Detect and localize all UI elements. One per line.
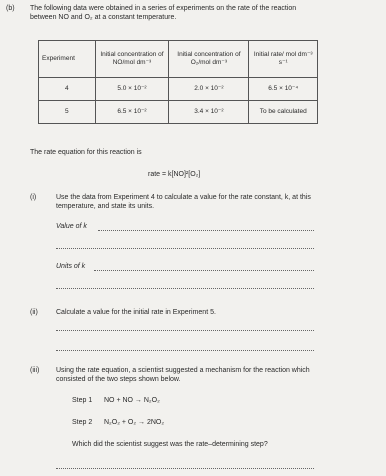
intro-line-2: between NO and O₂ at a constant temperature. — [30, 14, 177, 21]
header-rate: Initial rate/ mol dm⁻³ s⁻¹ — [249, 41, 318, 78]
question-i-label: (i) — [30, 194, 37, 201]
answer-line-working[interactable] — [56, 248, 314, 249]
units-of-k-label: Units of k — [56, 263, 86, 270]
answer-line-iii[interactable] — [56, 468, 314, 469]
cell-experiment: 4 — [39, 78, 96, 101]
table-header-row — [39, 41, 318, 78]
answer-line-units[interactable] — [94, 270, 314, 271]
question-ii-text: Calculate a value for the initial rate in Experiment 5. — [56, 309, 216, 316]
header-o2-conc: Initial concentration of O₂/mol dm⁻³ — [169, 41, 249, 78]
table-row — [39, 101, 318, 124]
header-experiment: Experiment — [39, 41, 96, 78]
table-row — [39, 78, 318, 101]
cell-no: 5.0 × 10⁻² — [95, 78, 169, 101]
cell-rate: To be calculated — [249, 101, 318, 124]
rate-equation-intro: The rate equation for this reaction is — [30, 149, 142, 156]
experiment-table — [38, 40, 318, 124]
question-i-line-1: Use the data from Experiment 4 to calculate a value for the rate constant, k, at this — [56, 194, 311, 201]
cell-experiment: 5 — [39, 101, 96, 124]
cell-no: 6.5 × 10⁻² — [95, 101, 169, 124]
header-no-conc: Initial concentration of NO/mol dm⁻³ — [95, 41, 169, 78]
step-1-equation: NO + NO → N₂O₂ — [104, 397, 160, 404]
question-ii-label: (ii) — [30, 309, 38, 316]
part-label: (b) — [6, 5, 15, 12]
cell-rate: 6.5 × 10⁻⁴ — [249, 78, 318, 101]
value-of-k-label: Value of k — [56, 223, 87, 230]
question-i-line-2: temperature, and state its units. — [56, 203, 155, 210]
question-iii-line-1: Using the rate equation, a scientist suggested a mechanism for the reaction which — [56, 367, 310, 374]
answer-line-ii-1[interactable] — [56, 330, 314, 331]
cell-o2: 3.4 × 10⁻² — [169, 101, 249, 124]
cell-o2: 2.0 × 10⁻² — [169, 78, 249, 101]
question-iii-label: (iii) — [30, 367, 40, 374]
step-1-label: Step 1 — [72, 397, 93, 404]
step-2-equation: N₂O₂ + O₂ → 2NO₂ — [104, 419, 165, 426]
answer-line-ii-2[interactable] — [56, 350, 314, 351]
question-iii-line-2: consisted of the two steps shown below. — [56, 376, 181, 383]
rate-equation: rate = k[NO]²[O₂] — [148, 171, 201, 178]
intro-line-1: The following data were obtained in a series of experiments on the rate of the reaction — [30, 5, 297, 12]
step-2-label: Step 2 — [72, 419, 93, 426]
question-iii-question: Which did the scientist suggest was the rate–determining step? — [72, 441, 268, 448]
answer-line-units-2[interactable] — [56, 288, 314, 289]
answer-line-value[interactable] — [98, 230, 314, 231]
